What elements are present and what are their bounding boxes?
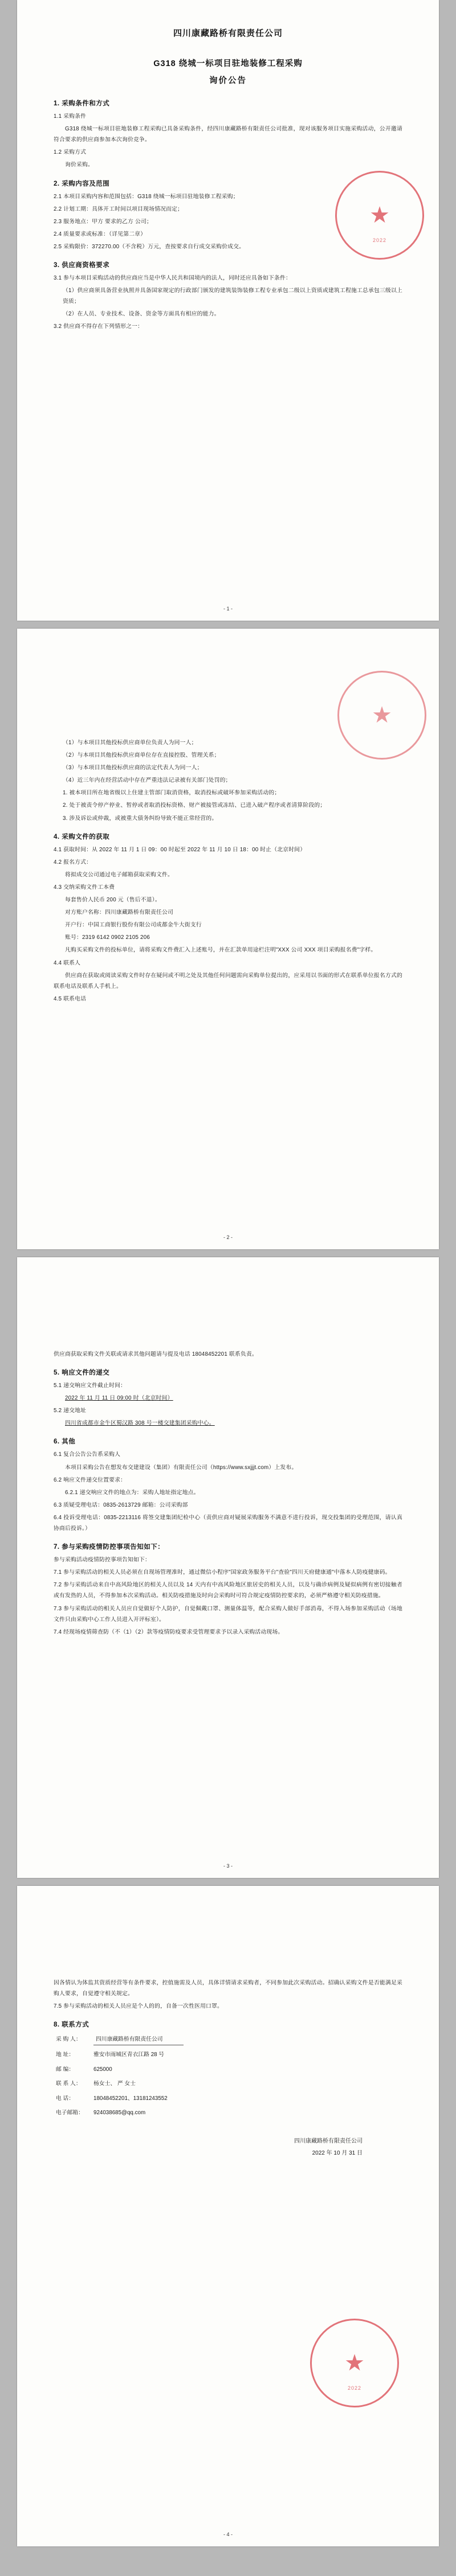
section-1-1-text: G318 绕城一标项目驻地装修工程采购已具备采购条件，经四川康藏路桥有限责任公司批准，现对该服务项目实施采购活动，公开邀请符合要求的供应商参加本次询价竞争。 (54, 126, 402, 143)
document-page-4 (17, 1886, 439, 2546)
p3-intro: 供应商获取采购文件关联或请求其他问题请与提及电话 18048452201 联系负责。 (54, 1351, 258, 1357)
section-7-5: 7.5 参与采购活动的相关人员应是个人的的，自备一次性医用口罩。 (54, 2003, 223, 2010)
section-3-1: 3.1 参与本项目采购活动的供应商应当是中华人民共和国境内的法人，同时还应具备如下条件： (54, 274, 292, 281)
section-5-1: 5.1 递交响应文件截止时间： (54, 1383, 127, 1389)
p4-top-text: 因各情认为体监其资质经营等有条件要求，控值施需及人员，具体详情请求采购者，不同参加此次采购活动。招确认采购文件是否能满足采购人要求，自觉遵守相关规定。 (54, 1980, 402, 1997)
seal-star-icon: ★ (372, 703, 392, 728)
document-page-2 (17, 629, 439, 1249)
contact-value-phone: 18048452201、13181243552 (93, 2095, 168, 2102)
section-8-heading: 8. 联系方式 (54, 2021, 89, 2029)
doc-type-title: 询价公告 (209, 76, 247, 86)
section-6-2: 6.2 响应文件递交位置要求： (54, 1476, 127, 1483)
account-note: 凡购买采购文件的投标单位，请将采购文件费汇入上述账号，并在汇款单用途栏注明"XXX 公司 XXX 项目采购报名费"字样。 (65, 947, 377, 954)
section-3-1-item-2: （2）在人员、专业技术、设备、资金等方面具有相应的能力。 (63, 311, 220, 318)
contact-value-person: 杨女士、 严 女士 (93, 2081, 136, 2087)
p2-item-4: （4）近三年内在经营活动中存在严重违法记录被有关部门处罚的； (63, 777, 231, 784)
section-7-2: 7.2 参与采购活动来自中高风险地区的相关人员以及 14 天内有中高风险地区旅居史的相关人员，以及与确诊病例及疑似病例有密切接触者或有发热的人员，不得参加本次采购活动。相关防疫措施及时向会采购时可符合规定疫情防控要求的，必须严格遵守相关防疫措施。 (54, 1582, 402, 1599)
p2-item-1: （1）与本项目其他投标供应商单位负责人为同一人； (63, 740, 197, 746)
section-4-2-text: 将拟成交公司通过电子邮箱获取采购文件。 (65, 871, 173, 878)
section-1-2-label: 1.2 采购方式 (54, 149, 87, 156)
project-title: G318 绕城一标项目驻地装修工程采购 (153, 59, 303, 68)
contact-label-person: 联 系 人： (56, 2081, 82, 2087)
document-page-3 (17, 1257, 439, 1878)
section-7-intro: 参与采购活动疫情防控事项告知如下： (54, 1557, 150, 1564)
signature-block (54, 2135, 402, 2159)
table-row (54, 2032, 186, 2048)
table-row (54, 2062, 186, 2077)
section-6-4: 6.4 投诉受理电话：0835-2213116 将签交建集团纪检中心（责供应商对疑展采购服务不满意不进行投诉，现交投集团的受理范围，请认真协商后投诉。） (54, 1514, 402, 1532)
section-4-5: 4.5 联系电话 (54, 995, 87, 1002)
section-2-heading: 2. 采购内容及范围 (54, 180, 110, 187)
section-1-1-label: 1.1 采购条件 (54, 113, 87, 120)
document-page-1 (17, 0, 439, 621)
section-5-2: 5.2 递交地址 (54, 1408, 87, 1414)
section-5-1-deadline: 2022 年 11 月 11 日 09:00 时（北京时间） (65, 1395, 173, 1402)
section-6-1-text: 本项目采购公告在想发布交建建设（集团）有限责任公司（https://www.sxjjjt.com）上发布。 (65, 1464, 298, 1471)
seal-sub-text: 2022 (347, 2385, 362, 2391)
section-6-3: 6.3 质疑受理电话：0835-2613729 邮箱：公司采购部 (54, 1502, 188, 1508)
contact-label-address: 地 址： (56, 2051, 75, 2058)
section-2-5: 2.5 采购限价：372270.00（不含税）万元，查按要求自行成交采购价成交。 (54, 243, 245, 250)
seal-star-icon: ★ (344, 2351, 365, 2376)
section-4-4: 4.4 联系人 (54, 959, 81, 966)
p2-item-2: （2）与本项目其他投标供应商单位存在直接控股、管理关系； (63, 752, 220, 759)
section-4-1: 4.1 获取时间：从 2022 年 11 月 1 日 09：00 时起至 2022 年 11 月 10 日 18：00 时止（北京时间） (54, 846, 306, 853)
p2-item2-3: 3. 涉及诉讼或仲裁，或被重大债务纠纷导致不能正常经营的。 (63, 815, 218, 822)
section-2-1: 2.1 本项目采购内容和范围包括：G318 绕城一标项目驻地装修工程采购； (54, 193, 239, 200)
section-2-3: 2.3 服务地点：甲方 要求的乙方 公司； (54, 218, 152, 225)
contact-value-address: 雅安市雨城区青衣江路 28 号 (93, 2051, 165, 2058)
contact-info-table (54, 2032, 186, 2120)
section-6-1: 6.1 复合公告公告系采购人 (54, 1451, 121, 1458)
table-row (54, 2077, 186, 2091)
section-1-heading: 1. 采购条件和方式 (54, 100, 110, 108)
seal-star-icon: ★ (369, 203, 390, 228)
page-number-1: - 1 - (223, 606, 233, 612)
section-4-4-text: 供应商在获取或阅读采购文件时存在疑问或不明之处及其他任何问题需向采购单位提出的，应采用以书面的形式在联系单位报名方式的联系电话及联系人手机上。 (54, 972, 402, 990)
contact-value-purchaser: 四川康藏路桥有限责任公司 (91, 2032, 186, 2048)
section-4-3-price: 每套售价人民币 200 元（售后不退）。 (65, 897, 161, 904)
signature-company: 四川康藏路桥有限责任公司 (294, 2138, 363, 2145)
seal-sub-text: 2022 (372, 237, 387, 243)
company-title: 四川康藏路桥有限责任公司 (173, 28, 283, 38)
section-2-2: 2.2 计划工期：具体开工时间以项目现场情况而定； (54, 206, 184, 212)
section-6-heading: 6. 其他 (54, 1438, 76, 1446)
table-row (54, 2091, 186, 2106)
contact-label-phone: 电 话： (56, 2095, 75, 2102)
section-7-heading: 7. 参与采购疫情防控事项告知如下： (54, 1544, 165, 1551)
signature-date: 2022 年 10 月 31 日 (312, 2150, 363, 2157)
section-4-heading: 4. 采购文件的获取 (54, 833, 110, 840)
account-name: 对方账户名称：四川康藏路桥有限责任公司 (65, 909, 173, 916)
section-7-3: 7.3 参与采购活动的相关人员应自觉做好个人防护，自觉佩戴口罩、测量体温等，配合采购人做好手部消毒，不得入场参加采购活动（场地文件只由采购中心工作人员进入开评标室）。 (54, 1605, 402, 1623)
contact-label-purchaser: 采 购 人： (56, 2036, 82, 2043)
section-7-4: 7.4 经现场疫情筛查防（不（1）（2）款等疫情防疫要求受管理要求予以录入采购活动现场。 (54, 1629, 284, 1635)
section-4-2: 4.2 报名方式： (54, 859, 92, 865)
p2-item2-2: 2. 处于被责令停产停业、暂停或者取消投标资格、财产被接管或冻结、已进入破产程序或者清算阶段的； (63, 802, 326, 809)
section-3-1-item-1: （1）供应商须具备营业执照并具备国家规定的行政部门颁发的建筑装饰装修工程专业承包二级以上资质或建筑工程施工总承包三级以上资质； (63, 288, 402, 305)
account-number: 账号：2319 6142 0902 2105 206 (65, 934, 150, 941)
section-1-2-text: 询价采购。 (65, 162, 93, 169)
account-bank: 开户行：中国工商银行股份有限公司成都金牛大街支行 (65, 922, 202, 929)
contact-label-email: 电子邮箱： (56, 2110, 84, 2116)
page-number-3: - 3 - (223, 1863, 233, 1869)
section-4-3: 4.3 交纳采购文件工本费 (54, 884, 115, 891)
section-3-heading: 3. 供应商资格要求 (54, 261, 110, 269)
company-seal-signature (310, 2319, 399, 2407)
contact-value-postcode: 625000 (93, 2066, 112, 2073)
section-5-2-address: 四川省成都市金牛区蜀汉路 308 号一楼交建集团采购中心。 (65, 1420, 215, 1427)
section-7-1: 7.1 参与采购活动的相关人员必须在自现场管理准时，通过微信小程序"国家政务服务平台"查验"四川天府健康通"中落本人防疫健康码。 (54, 1569, 391, 1576)
section-5-heading: 5. 响应文件的递交 (54, 1369, 110, 1377)
section-2-4: 2.4 质量要求或标准：（详见第二章） (54, 231, 146, 237)
page-number-4: - 4 - (223, 2532, 233, 2537)
contact-value-email: 924038685@qq.com (93, 2110, 146, 2116)
section-3-2: 3.2 供应商不得存在下列情形之一： (54, 323, 144, 330)
table-row (54, 2106, 186, 2120)
table-row (54, 2048, 186, 2062)
section-6-2-1: 6.2.1 递交响应文件的地点为：采购人地址指定地点。 (65, 1489, 199, 1496)
contact-label-postcode: 邮 编： (56, 2066, 75, 2073)
page-number-2: - 2 - (223, 1234, 233, 1240)
p2-item-3: （3）与本项目其他投标供应商的法定代表人为同一人； (63, 765, 203, 772)
p2-item2-1: 1. 被本项目所在地省级以上住建主管部门取消资格，取消投标或破坏参加采购活动的； (63, 790, 280, 797)
